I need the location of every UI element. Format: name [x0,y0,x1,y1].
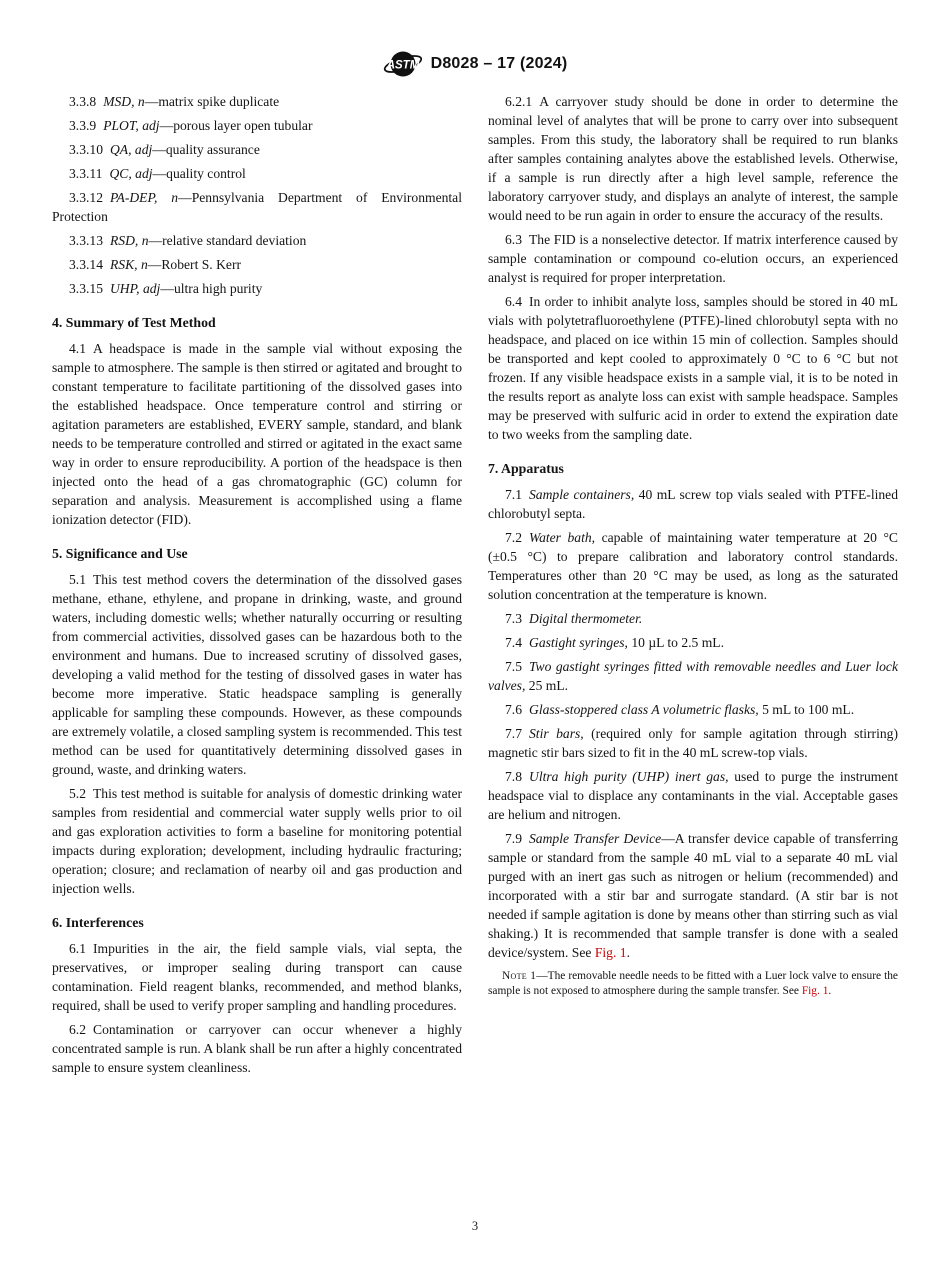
clause-number: 3.3.8 [69,94,97,109]
paragraph-4-1 [52,339,462,529]
paragraph-7-2 [488,528,898,604]
definition-text: —matrix spike duplicate [144,94,280,109]
clause-text: 25 mL. [525,678,569,693]
apparatus-term: Two gastight syringes fitted with removable needles and Luer lock valves, [488,659,898,693]
paragraph-7-5 [488,657,898,695]
apparatus-term: Digital thermometer. [529,611,643,626]
left-column [52,92,462,1077]
clause-number: 7.3 [505,611,522,626]
apparatus-term: Stir bars, [529,726,584,741]
clause-text: 5 mL to 100 mL. [758,702,855,717]
clause-number: 7.5 [505,659,522,674]
clause-number: 7.1 [505,487,522,502]
defined-term: PLOT, adj [103,118,160,133]
definition-text: —quality control [152,166,246,181]
clause-text: A carryover study should be done in order to determine the nominal level of analytes that will be prone to carry over into subsequent samples. From this study, the laboratory shall be required to run blanks after samples containing analytes above the established levels. Otherwise, if a sample is run directly after a high level sample, reference the laboratory carryover study, and displays an analyte of interest, the sample would need to be run again in order to ensure the accuracy of the results. [488,94,898,223]
clause-text: —A transfer device capable of transferring sample or standard from the sample 40 mL vial to a separate 40 mL vial purged with an inert gas such as nitrogen or helium (recommended) and incorporated with a stir bar and surrogate standard. (A stir bar is not needed if sample agitation is done by means other than stirring such as vial shaking.) It is recommended that sample transfer is done with a sealed device/system. See [488,831,898,960]
apparatus-term: Glass-stoppered class A volumetric flasks, [529,702,759,717]
defined-term: UHP, adj [109,281,161,296]
clause-text: The FID is a nonselective detector. If matrix interference caused by sample contamination or compound co-elution occurs, an experienced analyst is required for proper interpretation. [488,232,898,285]
clause-number: 3.3.10 [69,142,103,157]
defined-term: MSD, n [103,94,145,109]
definition-3-3-12 [52,188,462,226]
right-column [488,92,898,1077]
apparatus-term: Ultra high purity (UHP) inert gas, [529,769,729,784]
definition-3-3-10 [52,140,462,159]
document-header [0,48,950,80]
clause-text: In order to inhibit analyte loss, samples should be stored in 40 mL vials with polytetrafluoroethylene (PTFE)-lined chlorobutyl septa with no headspace, and placed on ice within 15 min of collection. Samples should be transported and kept cooled to approximately 0 °C to 6 °C but not frozen. If any visible headspace exists in a sample vial, it is to be noted in the results report as analyte loss can exist with sample headspace. Samples may be preserved with sulfuric acid in order to extend the expiration date to two weeks from the sampling date. [488,294,898,442]
astm-logo-icon [383,48,423,80]
clause-text: capable of maintaining water temperature at 20 °C (±0.5 °C) to prepare calibration and laboratory control standards. Temperatures other than 20 °C may be used, as long as the saturated solution concentration at the temperature is known. [488,530,898,602]
paragraph-6-4 [488,292,898,444]
clause-number: 3.3.11 [69,166,103,181]
paragraph-7-7 [488,724,898,762]
section-5-heading: 5. Significance and Use [52,546,188,561]
clause-number: 6.4 [505,294,522,309]
clause-text: This test method is suitable for analysis of domestic drinking water samples from residential and commercial water supply wells prior to oil and gas exploration activities to form a baseline for monitoring potential impacts during exploration; development, including hydraulic fracturing; operation; closure; and reclamation of nearby oil and gas production and injection wells. [52,786,462,896]
defined-term: RSK, n [109,257,148,272]
clause-number: 7.8 [505,769,522,784]
note-text-after-link: . [828,985,832,997]
clause-number: 6.3 [505,232,522,247]
clause-number: 3.3.14 [69,257,103,272]
definition-text: —Robert S. Kerr [147,257,242,272]
paragraph-7-3 [488,609,898,628]
clause-number: 3.3.12 [69,190,103,205]
apparatus-term: Sample Transfer Device [529,831,662,846]
definition-3-3-11 [52,164,462,183]
section-6-heading: 6. Interferences [52,915,144,930]
clause-number: 5.1 [69,572,86,587]
page-number: 3 [471,1219,479,1233]
note-text: —The removable needle needs to be fitted with a Luer lock valve to ensure the sample is not exposed to atmosphere during the sample transfer. See [488,970,898,997]
definition-text: —Pennsylvania Department of Environmental Protection [52,190,462,224]
paragraph-6-1 [52,939,462,1015]
paragraph-7-4 [488,633,898,652]
clause-number: 6.2.1 [505,94,533,109]
paragraph-7-6 [488,700,898,719]
defined-term: QA, adj [109,142,153,157]
clause-number: 7.4 [505,635,522,650]
apparatus-term: Water bath, [529,530,596,545]
definition-3-3-13 [52,231,462,250]
paragraph-5-1 [52,570,462,779]
note-1 [488,969,898,999]
clause-number: 3.3.15 [69,281,103,296]
definition-3-3-15 [52,279,462,298]
clause-number: 3.3.9 [69,118,97,133]
fig-1-link[interactable]: Fig. 1 [801,985,829,997]
paragraph-6-2 [52,1020,462,1077]
standard-designation: D8028 – 17 (2024) [430,55,568,72]
clause-text: used to purge the instrument headspace vial to displace any contaminants in the vial. Acceptable gases are helium and nitrogen. [488,769,898,822]
definition-3-3-9 [52,116,462,135]
paragraph-7-9 [488,829,898,962]
clause-number: 3.3.13 [69,233,103,248]
paragraph-7-1 [488,485,898,523]
apparatus-term: Sample containers, [529,487,635,502]
page-body [52,92,898,1077]
clause-number: 7.9 [505,831,522,846]
clause-text: Impurities in the air, the field sample vials, vial septa, the preservatives, or improper sealing during transport can cause contamination. Field reagent blanks, recommended, and method blanks, required, shall be used to verify proper sampling and handling procedures. [52,941,462,1013]
defined-term: RSD, n [109,233,149,248]
note-label: Note 1 [502,970,537,982]
defined-term: PA-DEP, n [109,190,179,205]
clause-number: 7.7 [505,726,522,741]
clause-text-after-link: . [626,945,630,960]
clause-text: 40 mL screw top vials sealed with PTFE-lined chlorobutyl septa. [488,487,898,521]
clause-number: 7.2 [505,530,522,545]
definition-text: —quality assurance [152,142,260,157]
definition-3-3-8 [52,92,462,111]
astm-logo-text: ASTM [386,59,419,72]
clause-text: Contamination or carryover can occur whenever a highly concentrated sample is run. A blank shall be run after a highly concentrated sample to ensure system cleanliness. [52,1022,462,1075]
definition-3-3-14 [52,255,462,274]
definition-text: —porous layer open tubular [159,118,313,133]
clause-text: A headspace is made in the sample vial without exposing the sample to atmosphere. The sample is then stirred or agitated and brought to constant temperature to facilitate partitioning of the dissolved gases into the established headspace. Once temperature control and stirring or agitation parameters are established, EVERY sample, standard, and blank needs to be temperature controlled and stirred or agitated in the exact same way in order to ensure reproducibility. A portion of the headspace is then injected onto the head of a gas chromatographic (GC) column for separation and analysis. Measurement is accomplished using a flame ionization detector (FID). [52,341,462,527]
clause-text: This test method covers the determination of the dissolved gases methane, ethane, ethylene, and propane in drinking, waste, and ground waters, including domestic wells; whether naturally occurring or resulting from commercial activities, dissolved gases can be hazardous both to the environment and humans. Due to increased scrutiny of dissolved gases, developing a valid method for the testing of dissolved gases in water has become more imperative. Static headspace sampling is generally applicable for sampling these compounds. However, as these compounds are extremely volatile, a closed sampling system is recommended. This test method can be used for quantitatively determining dissolved gases in ground, waste, and drinking waters. [52,572,462,777]
clause-number: 5.2 [69,786,86,801]
defined-term: QC, adj [109,166,153,181]
apparatus-term: Gastight syringes, [529,635,628,650]
clause-number: 6.2 [69,1022,86,1037]
definition-text: —relative standard deviation [148,233,307,248]
clause-number: 6.1 [69,941,86,956]
clause-number: 4.1 [69,341,86,356]
clause-text: (required only for sample agitation through stirring) magnetic stir bars sized to fit in the 40 mL screw-top vials. [488,726,898,760]
paragraph-6-2-1 [488,92,898,225]
section-4-heading: 4. Summary of Test Method [52,315,216,330]
definition-text: —ultra high purity [160,281,263,296]
clause-text: 10 µL to 2.5 mL. [627,635,724,650]
paragraph-5-2 [52,784,462,898]
paragraph-6-3 [488,230,898,287]
fig-1-link[interactable]: Fig. 1 [594,945,627,960]
clause-number: 7.6 [505,702,522,717]
paragraph-7-8 [488,767,898,824]
section-7-heading: 7. Apparatus [488,461,564,476]
